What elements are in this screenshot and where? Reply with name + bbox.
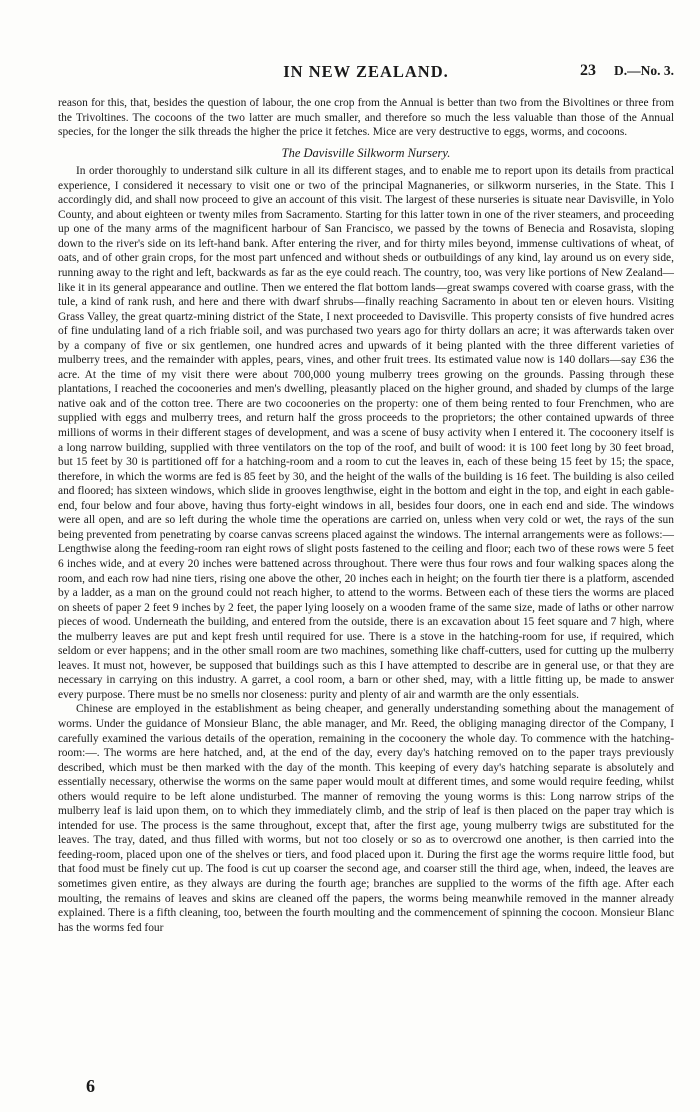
page-number: 23: [580, 62, 596, 79]
paragraph-davisville: In order thoroughly to understand silk culture in all its different stages, and to enable me to report upon its details from practical experience, I considered it necessary to visit one or two of the principal Magnaneries, or silkworm nurseries, in the State. This I accordingly did, and shall now proceed to give an account of this visit. The largest of these nurseries is situate near Davisville, in Yolo County, and about eighteen or twenty miles from Sacramento. Starting for this latter town in one of the river steamers, and proceeding up one of the many arms of the magnificent harbour of San Francisco, we passed by the towns of Benecia and Rosavista, sloping down to the river's side on its left-hand bank. After entering the river, and for thirty miles beyond, immense cultivations of wheat, of oats, and of other grain crops, for the most part unfenced and without sheds or outbuildings of any kind, lay around us on every side, running away to the right and left, backwards as far as the eye could reach. The country, too, was very like portions of New Zealand—like it in its general appearance and outline. Then we entered the flat bottom lands—great swamps covered with coarse grass, with the tule, a kind of rank rush, and here and there with dwarf shrubs—finally reaching Sacramento in about ten or eleven hours. Visiting Grass Valley, the great quartz-mining district of the State, I next proceeded to Davisville. This property consists of five hundred acres of fine undulating land of a rich friable soil, and was purchased two years ago for thirty dollars an acre; it was afterwards taken over by a company of five or six gentlemen, one hundred acres and upwards of it being planted with the three different varieties of mulberry trees, and the remainder with apples, pears, vines, and other fruit trees. Its estimated value now is 140 dollars—say £36 the acre. At the time of my visit there were about 700,000 young mulberry trees growing on the grounds. Passing through these plantations, I reached the cocooneries and men's dwelling, pleasantly placed on the higher ground, and shaded by clumps of the large native oak and of the cotton tree. There are two cocooneries on the property: one of them being rented to four Frenchmen, who are supplied with eggs and mulberry trees, and return half the gross proceeds to the proprietors; the other contained upwards of three millions of worms in their different stages of development, and was a scene of busy activity when I entered it. The cocoonery itself is a long narrow building, supplied with three ventilators on the top of the roof, and built of wood: it is 100 feet long by 30 feet broad, but 15 feet by 30 is partitioned off for a hatching-room and a room to cut the leaves in, each of these being 15 feet by 15; the space, therefore, in which the worms are fed is 85 feet by 30, and the height of the walls of the building is 16 feet. The building is also ceiled and floored; has sixteen windows, which slide in grooves lengthwise, eight in the bottom and eight in the top, and eight in each gable-end, four below and four above, having thus forty-eight windows in all, besides four doors, one in each end and side. The windows were all open, and are so left during the whole time the operations are carried on, unless when very cold or wet, the rays of the sun being prevented from penetrating by coarse canvas screens placed against the windows. The internal arrangements were as follows:—Lengthwise along the feeding-room ran eight rows of slight posts fastened to the ceiling and floor; each two of these rows were 5 feet 6 inches wide, and at every 20 inches were battened across throughout. There were thus four rows and four walking spaces along the room, and each row had nine tiers, rising one above the other, 20 inches each in height; on the fourth tier there is a platform, ascended by a ladder, as a man on the ground could not reach higher, to attend to the worms. Between each of these tiers the worms are placed on sheets of paper 2 feet 9 inches by 2 feet, the paper lying loosely on a wooden frame of the same size, made of laths or other narrow pieces of wood. Underneath the building, and entered from the outside, there is an excavation about 15 feet square and 7 high, where the mulberry leaves are put and kept fresh until required for use. There is a stove in the hatching-room for use, if required, which seldom or ever happens; and in the other small room are two machines, something like chaff-cutters, used for cutting up the mulberry leaves. It must not, however, be supposed that buildings such as this I have attempted to describe are in general use, or that they are necessary in carrying on this industry. A garret, a cool room, a barn or other shed, may, with a little fitting up, be made to answer every purpose. There must be no smells nor closeness: purity and plenty of air and warmth are the only essentials.: [58, 165, 674, 701]
body-text: [58, 96, 674, 935]
paragraph-chinese-workers: Chinese are employed in the establishment as being cheaper, and generally understanding something about the management of worms. Under the guidance of Monsieur Blanc, the able manager, and Mr. Reed, the obliging managing director of the Company, I carefully examined the various details of the operation, remaining in the cocoonery the whole day. To commence with the hatching-room:—. The worms are here hatched, and, at the end of the day, every day's hatching removed on to the paper trays previously described, which must be then marked with the day of the month. This keeping of every day's hatching separate is absolutely and essentially necessary, otherwise the worms on the same paper would moult at different times, and some would require feeding, whilst others would require to be left alone undisturbed. The manner of removing the young worms is this: Long narrow strips of the mulberry leaf is laid upon them, on to which they immediately climb, and the strip of leaf is then placed on the paper tray which is intended for use. The process is the same throughout, except that, after the first age, young mulberry twigs are substituted for the leaves. The tray, dated, and thus filled with worms, but not too closely or so as to overcrowd one another, is then carried into the feeding-room, placed upon one of the shelves or tiers, and food placed upon it. During the first age the worms require little food, but that food must be finely cut up. The food is cut up coarser the second age, and coarser still the third age, when, indeed, the leaves are sometimes given entire, as they always are during the fourth age; branches are supplied to the worms of the fifth age. After each moulting, the remains of leaves and skins are cleaned off the papers, the worms being meanwhile removed in the manner already explained. There is a fifth cleaning, too, between the fourth moulting and the commencement of spinning the cocoon. Monsieur Blanc has the worms fed four: [58, 703, 674, 934]
running-title: IN NEW ZEALAND.: [283, 62, 449, 81]
page-header: [58, 62, 674, 84]
intro-paragraph: reason for this, that, besides the question of labour, the one crop from the Annual is better than two from the Bivoltines or three from the Trivoltines. The cocoons of the two latter are much smaller, and therefore so much the less valuable than those of the Annual species, for the longer the silk threads the higher the price it fetches. Mice are very destructive to eggs, worms, and cocoons.: [58, 97, 674, 139]
document-reference: D.—No. 3.: [614, 63, 674, 78]
section-heading: The Davisville Silkworm Nursery.: [281, 145, 451, 160]
signature-mark: 6: [86, 1076, 95, 1096]
